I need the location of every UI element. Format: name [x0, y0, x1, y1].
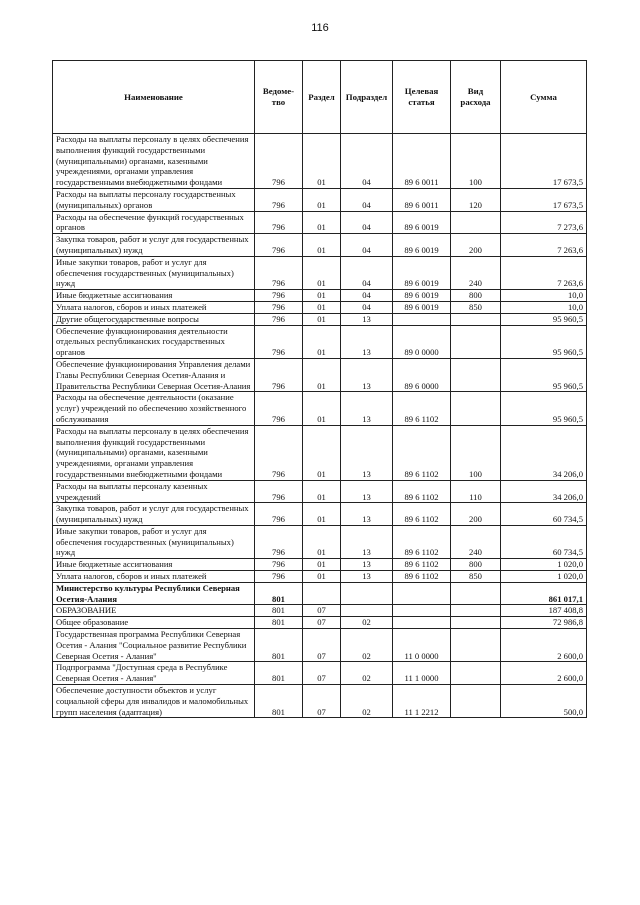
cell-name: Иные бюджетные ассигнования [53, 290, 255, 302]
cell-tsel: 89 6 0011 [393, 134, 451, 189]
cell-summa: 60 734,5 [501, 503, 587, 526]
cell-name: Подпрограмма "Доступная среда в Республике Северная Осетия - Алания" [53, 662, 255, 685]
cell-summa: 95 960,5 [501, 325, 587, 358]
cell-vid: 110 [451, 480, 501, 503]
cell-name: Закупка товаров, работ и услуг для государственных (муниципальных) нужд [53, 503, 255, 526]
cell-summa: 2 600,0 [501, 629, 587, 662]
cell-podrazdel: 02 [341, 617, 393, 629]
cell-vid: 200 [451, 234, 501, 257]
cell-vid [451, 358, 501, 391]
cell-summa: 187 408,8 [501, 605, 587, 617]
cell-vid: 200 [451, 503, 501, 526]
cell-vid: 850 [451, 301, 501, 313]
cell-podrazdel: 04 [341, 188, 393, 211]
cell-podrazdel: 02 [341, 629, 393, 662]
header-name: Наименование [53, 61, 255, 134]
cell-ved: 796 [255, 256, 303, 289]
cell-name: Уплата налогов, сборов и иных платежей [53, 301, 255, 313]
table-row [53, 392, 587, 425]
cell-tsel [393, 582, 451, 605]
table-row [53, 256, 587, 289]
cell-summa: 10,0 [501, 301, 587, 313]
cell-summa: 95 960,5 [501, 313, 587, 325]
cell-name: Обеспечение функционирования Управления делами Главы Республики Северная Осетия-Алания и Правительства Республики Северная Осетия-Алания [53, 358, 255, 391]
cell-podrazdel: 13 [341, 392, 393, 425]
cell-summa: 17 673,5 [501, 188, 587, 211]
cell-summa: 95 960,5 [501, 392, 587, 425]
cell-tsel: 11 1 2212 [393, 685, 451, 718]
cell-vid: 240 [451, 525, 501, 558]
cell-ved: 796 [255, 134, 303, 189]
cell-podrazdel: 13 [341, 325, 393, 358]
table-row [53, 629, 587, 662]
cell-razdel: 01 [303, 301, 341, 313]
cell-name: ОБРАЗОВАНИЕ [53, 605, 255, 617]
cell-podrazdel: 13 [341, 503, 393, 526]
cell-podrazdel [341, 605, 393, 617]
cell-tsel: 89 6 1102 [393, 559, 451, 571]
cell-tsel: 89 6 1102 [393, 425, 451, 480]
cell-tsel: 89 6 1102 [393, 571, 451, 583]
cell-name: Иные закупки товаров, работ и услуг для обеспечения государственных (муниципальных) нужд [53, 256, 255, 289]
header-vid: Вид расхода [451, 61, 501, 134]
header-razdel: Раздел [303, 61, 341, 134]
table-row [53, 134, 587, 189]
cell-razdel: 01 [303, 256, 341, 289]
cell-summa: 1 020,0 [501, 559, 587, 571]
table-row [53, 503, 587, 526]
cell-podrazdel: 13 [341, 559, 393, 571]
table-row [53, 425, 587, 480]
cell-ved: 796 [255, 559, 303, 571]
cell-vid: 800 [451, 559, 501, 571]
cell-vid: 120 [451, 188, 501, 211]
cell-summa: 10,0 [501, 290, 587, 302]
cell-ved: 796 [255, 503, 303, 526]
cell-ved: 796 [255, 425, 303, 480]
cell-podrazdel: 13 [341, 525, 393, 558]
cell-vid [451, 662, 501, 685]
cell-podrazdel: 04 [341, 234, 393, 257]
cell-vid [451, 605, 501, 617]
cell-name: Общее образование [53, 617, 255, 629]
cell-summa: 7 263,6 [501, 256, 587, 289]
cell-name: Расходы на выплаты персоналу в целях обеспечения выполнения функций государственными (муниципальными) органами, казенными учреждениями, органами управления государственными внебюджетными фондами [53, 425, 255, 480]
cell-ved: 801 [255, 629, 303, 662]
cell-razdel: 01 [303, 134, 341, 189]
table-row [53, 605, 587, 617]
cell-name: Расходы на обеспечение функций государственных органов [53, 211, 255, 234]
cell-podrazdel: 13 [341, 480, 393, 503]
cell-tsel: 89 6 0019 [393, 256, 451, 289]
cell-ved: 796 [255, 571, 303, 583]
table-row [53, 301, 587, 313]
cell-name: Иные бюджетные ассигнования [53, 559, 255, 571]
cell-podrazdel: 04 [341, 211, 393, 234]
cell-razdel: 01 [303, 571, 341, 583]
cell-tsel [393, 605, 451, 617]
cell-tsel: 89 6 0019 [393, 290, 451, 302]
cell-ved: 801 [255, 582, 303, 605]
cell-razdel: 01 [303, 392, 341, 425]
cell-vid [451, 392, 501, 425]
cell-tsel [393, 617, 451, 629]
cell-tsel [393, 313, 451, 325]
cell-podrazdel: 04 [341, 134, 393, 189]
cell-tsel: 89 6 0019 [393, 234, 451, 257]
cell-name: Закупка товаров, работ и услуг для государственных (муниципальных) нужд [53, 234, 255, 257]
cell-name: Государственная программа Республики Северная Осетия - Алания "Социальное развитие Республики Северная Осетия - Алания" [53, 629, 255, 662]
cell-razdel: 01 [303, 313, 341, 325]
cell-razdel: 01 [303, 211, 341, 234]
cell-razdel: 07 [303, 605, 341, 617]
cell-summa: 72 986,8 [501, 617, 587, 629]
cell-ved: 796 [255, 301, 303, 313]
cell-podrazdel: 04 [341, 301, 393, 313]
cell-podrazdel: 13 [341, 358, 393, 391]
cell-razdel: 01 [303, 480, 341, 503]
table-row [53, 617, 587, 629]
cell-razdel: 01 [303, 290, 341, 302]
table-row [53, 559, 587, 571]
cell-name: Министерство культуры Республики Северная Осетия-Алания [53, 582, 255, 605]
cell-name: Обеспечение доступности объектов и услуг социальной сферы для инвалидов и маломобильных групп населения (адаптация) [53, 685, 255, 718]
cell-razdel: 07 [303, 629, 341, 662]
table-row [53, 234, 587, 257]
cell-vid: 100 [451, 134, 501, 189]
budget-table [52, 60, 587, 718]
table-row [53, 358, 587, 391]
cell-tsel: 89 6 0019 [393, 211, 451, 234]
cell-razdel: 01 [303, 525, 341, 558]
cell-tsel: 11 0 0000 [393, 629, 451, 662]
cell-name: Другие общегосударственные вопросы [53, 313, 255, 325]
cell-vid [451, 313, 501, 325]
table-header-row [53, 61, 587, 134]
cell-razdel: 01 [303, 425, 341, 480]
cell-ved: 801 [255, 617, 303, 629]
cell-vid [451, 685, 501, 718]
cell-razdel: 07 [303, 685, 341, 718]
table-row [53, 313, 587, 325]
cell-razdel: 07 [303, 662, 341, 685]
cell-ved: 796 [255, 211, 303, 234]
cell-name: Обеспечение функционирования деятельности отдельных республиканских государственных органов [53, 325, 255, 358]
cell-podrazdel: 04 [341, 290, 393, 302]
cell-ved: 796 [255, 234, 303, 257]
cell-vid: 850 [451, 571, 501, 583]
cell-name: Расходы на выплаты персоналу государственных (муниципальных) органов [53, 188, 255, 211]
cell-summa: 34 206,0 [501, 425, 587, 480]
cell-podrazdel: 13 [341, 425, 393, 480]
cell-ved: 796 [255, 392, 303, 425]
cell-razdel: 01 [303, 559, 341, 571]
table-row [53, 325, 587, 358]
cell-razdel: 01 [303, 358, 341, 391]
cell-tsel: 89 6 1102 [393, 503, 451, 526]
cell-podrazdel [341, 582, 393, 605]
cell-ved: 796 [255, 525, 303, 558]
cell-vid: 100 [451, 425, 501, 480]
table-row [53, 685, 587, 718]
cell-ved: 796 [255, 480, 303, 503]
cell-ved: 801 [255, 605, 303, 617]
cell-razdel: 01 [303, 234, 341, 257]
cell-vid [451, 629, 501, 662]
cell-name: Расходы на выплаты персоналу казенных учреждений [53, 480, 255, 503]
cell-name: Иные закупки товаров, работ и услуг для обеспечения государственных (муниципальных) нужд [53, 525, 255, 558]
cell-ved: 796 [255, 290, 303, 302]
table-row [53, 211, 587, 234]
table-row [53, 571, 587, 583]
cell-ved: 796 [255, 325, 303, 358]
cell-summa: 17 673,5 [501, 134, 587, 189]
cell-summa: 95 960,5 [501, 358, 587, 391]
cell-summa: 1 020,0 [501, 571, 587, 583]
cell-tsel: 89 6 0011 [393, 188, 451, 211]
header-summa: Сумма [501, 61, 587, 134]
table-row [53, 188, 587, 211]
cell-name: Уплата налогов, сборов и иных платежей [53, 571, 255, 583]
cell-vid [451, 582, 501, 605]
cell-vid [451, 325, 501, 358]
header-ved: Ведоме-тво [255, 61, 303, 134]
header-podrazdel: Подраздел [341, 61, 393, 134]
cell-summa: 7 273,6 [501, 211, 587, 234]
cell-summa: 7 263,6 [501, 234, 587, 257]
table-body [53, 134, 587, 718]
cell-summa: 500,0 [501, 685, 587, 718]
cell-razdel: 07 [303, 617, 341, 629]
table-row [53, 480, 587, 503]
cell-podrazdel: 04 [341, 256, 393, 289]
cell-vid [451, 617, 501, 629]
cell-tsel: 89 0 0000 [393, 325, 451, 358]
table-row [53, 582, 587, 605]
cell-ved: 796 [255, 358, 303, 391]
cell-tsel: 89 6 1102 [393, 480, 451, 503]
cell-podrazdel: 02 [341, 685, 393, 718]
cell-tsel: 89 6 0019 [393, 301, 451, 313]
cell-ved: 801 [255, 662, 303, 685]
cell-razdel: 01 [303, 503, 341, 526]
cell-summa: 34 206,0 [501, 480, 587, 503]
cell-razdel: 01 [303, 188, 341, 211]
table-row [53, 290, 587, 302]
cell-podrazdel: 13 [341, 571, 393, 583]
cell-vid: 800 [451, 290, 501, 302]
cell-name: Расходы на обеспечение деятельности (оказание услуг) учреждений по обеспечению хозяйственного обслуживания [53, 392, 255, 425]
cell-podrazdel: 02 [341, 662, 393, 685]
cell-tsel: 89 6 0000 [393, 358, 451, 391]
cell-vid: 240 [451, 256, 501, 289]
cell-ved: 801 [255, 685, 303, 718]
header-tsel: Целевая статья [393, 61, 451, 134]
table-row [53, 525, 587, 558]
cell-name: Расходы на выплаты персоналу в целях обеспечения выполнения функций государственными (муниципальными) органами, казенными учреждениями, органами управления государственными внебюджетными фондами [53, 134, 255, 189]
cell-tsel: 89 6 1102 [393, 525, 451, 558]
cell-summa: 2 600,0 [501, 662, 587, 685]
page-number: 116 [311, 22, 329, 34]
cell-podrazdel: 13 [341, 313, 393, 325]
cell-razdel: 01 [303, 325, 341, 358]
cell-summa: 861 017,1 [501, 582, 587, 605]
cell-vid [451, 211, 501, 234]
cell-ved: 796 [255, 188, 303, 211]
cell-tsel: 89 6 1102 [393, 392, 451, 425]
cell-tsel: 11 1 0000 [393, 662, 451, 685]
table-row [53, 662, 587, 685]
cell-ved: 796 [255, 313, 303, 325]
cell-summa: 60 734,5 [501, 525, 587, 558]
cell-razdel [303, 582, 341, 605]
